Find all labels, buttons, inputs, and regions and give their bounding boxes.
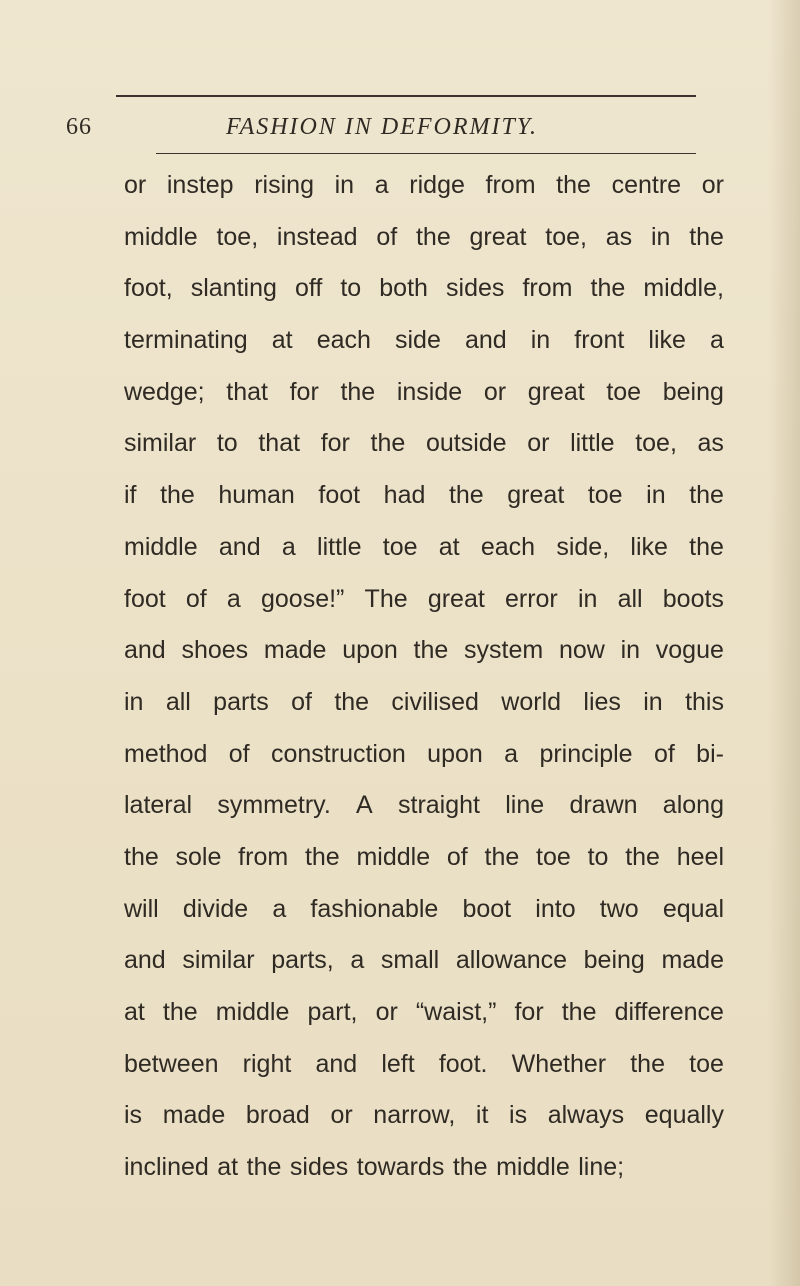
text-line: if the human foot had the great toe in the bbox=[124, 481, 724, 510]
text-line: middle and a little toe at each side, like the bbox=[124, 532, 724, 561]
text-line: terminating at each side and in front like a bbox=[124, 326, 724, 355]
header-bottom-rule bbox=[156, 153, 696, 154]
text-line: middle toe, instead of the great toe, as in the bbox=[124, 222, 724, 251]
text-line: similar to that for the outside or little toe, as bbox=[124, 429, 724, 458]
text-line: or instep rising in a ridge from the centre or bbox=[124, 171, 724, 199]
body-text bbox=[124, 160, 724, 1194]
text-line: lateral symmetry. A straight line drawn along bbox=[124, 791, 724, 820]
text-line: and shoes made upon the system now in vogue bbox=[124, 636, 724, 665]
text-line: method of construction upon a principle of bi- bbox=[124, 739, 724, 768]
text-line: at the middle part, or “waist,” for the difference bbox=[124, 998, 724, 1026]
text-line: will divide a fashionable boot into two equal bbox=[124, 894, 724, 923]
text-line: is made broad or narrow, it is always equally bbox=[124, 1101, 724, 1130]
header-top-rule bbox=[116, 95, 696, 97]
text-line: foot of a goose!” The great error in all boots bbox=[124, 584, 724, 613]
running-head: FASHION IN DEFORMITY. bbox=[226, 114, 539, 140]
text-line: in all parts of the civilised world lies in this bbox=[124, 687, 724, 716]
text-line: foot, slanting off to both sides from the middle, bbox=[124, 274, 724, 303]
text-line: wedge; that for the inside or great toe being bbox=[124, 377, 724, 406]
page-header bbox=[66, 114, 696, 154]
text-line: and similar parts, a small allowance being made bbox=[124, 946, 724, 975]
text-line: between right and left foot. Whether the toe bbox=[124, 1049, 724, 1078]
text-line: inclined at the sides towards the middle line; bbox=[124, 1153, 625, 1182]
page-number: 66 bbox=[66, 114, 92, 140]
text-line: the sole from the middle of the toe to the heel bbox=[124, 842, 724, 871]
